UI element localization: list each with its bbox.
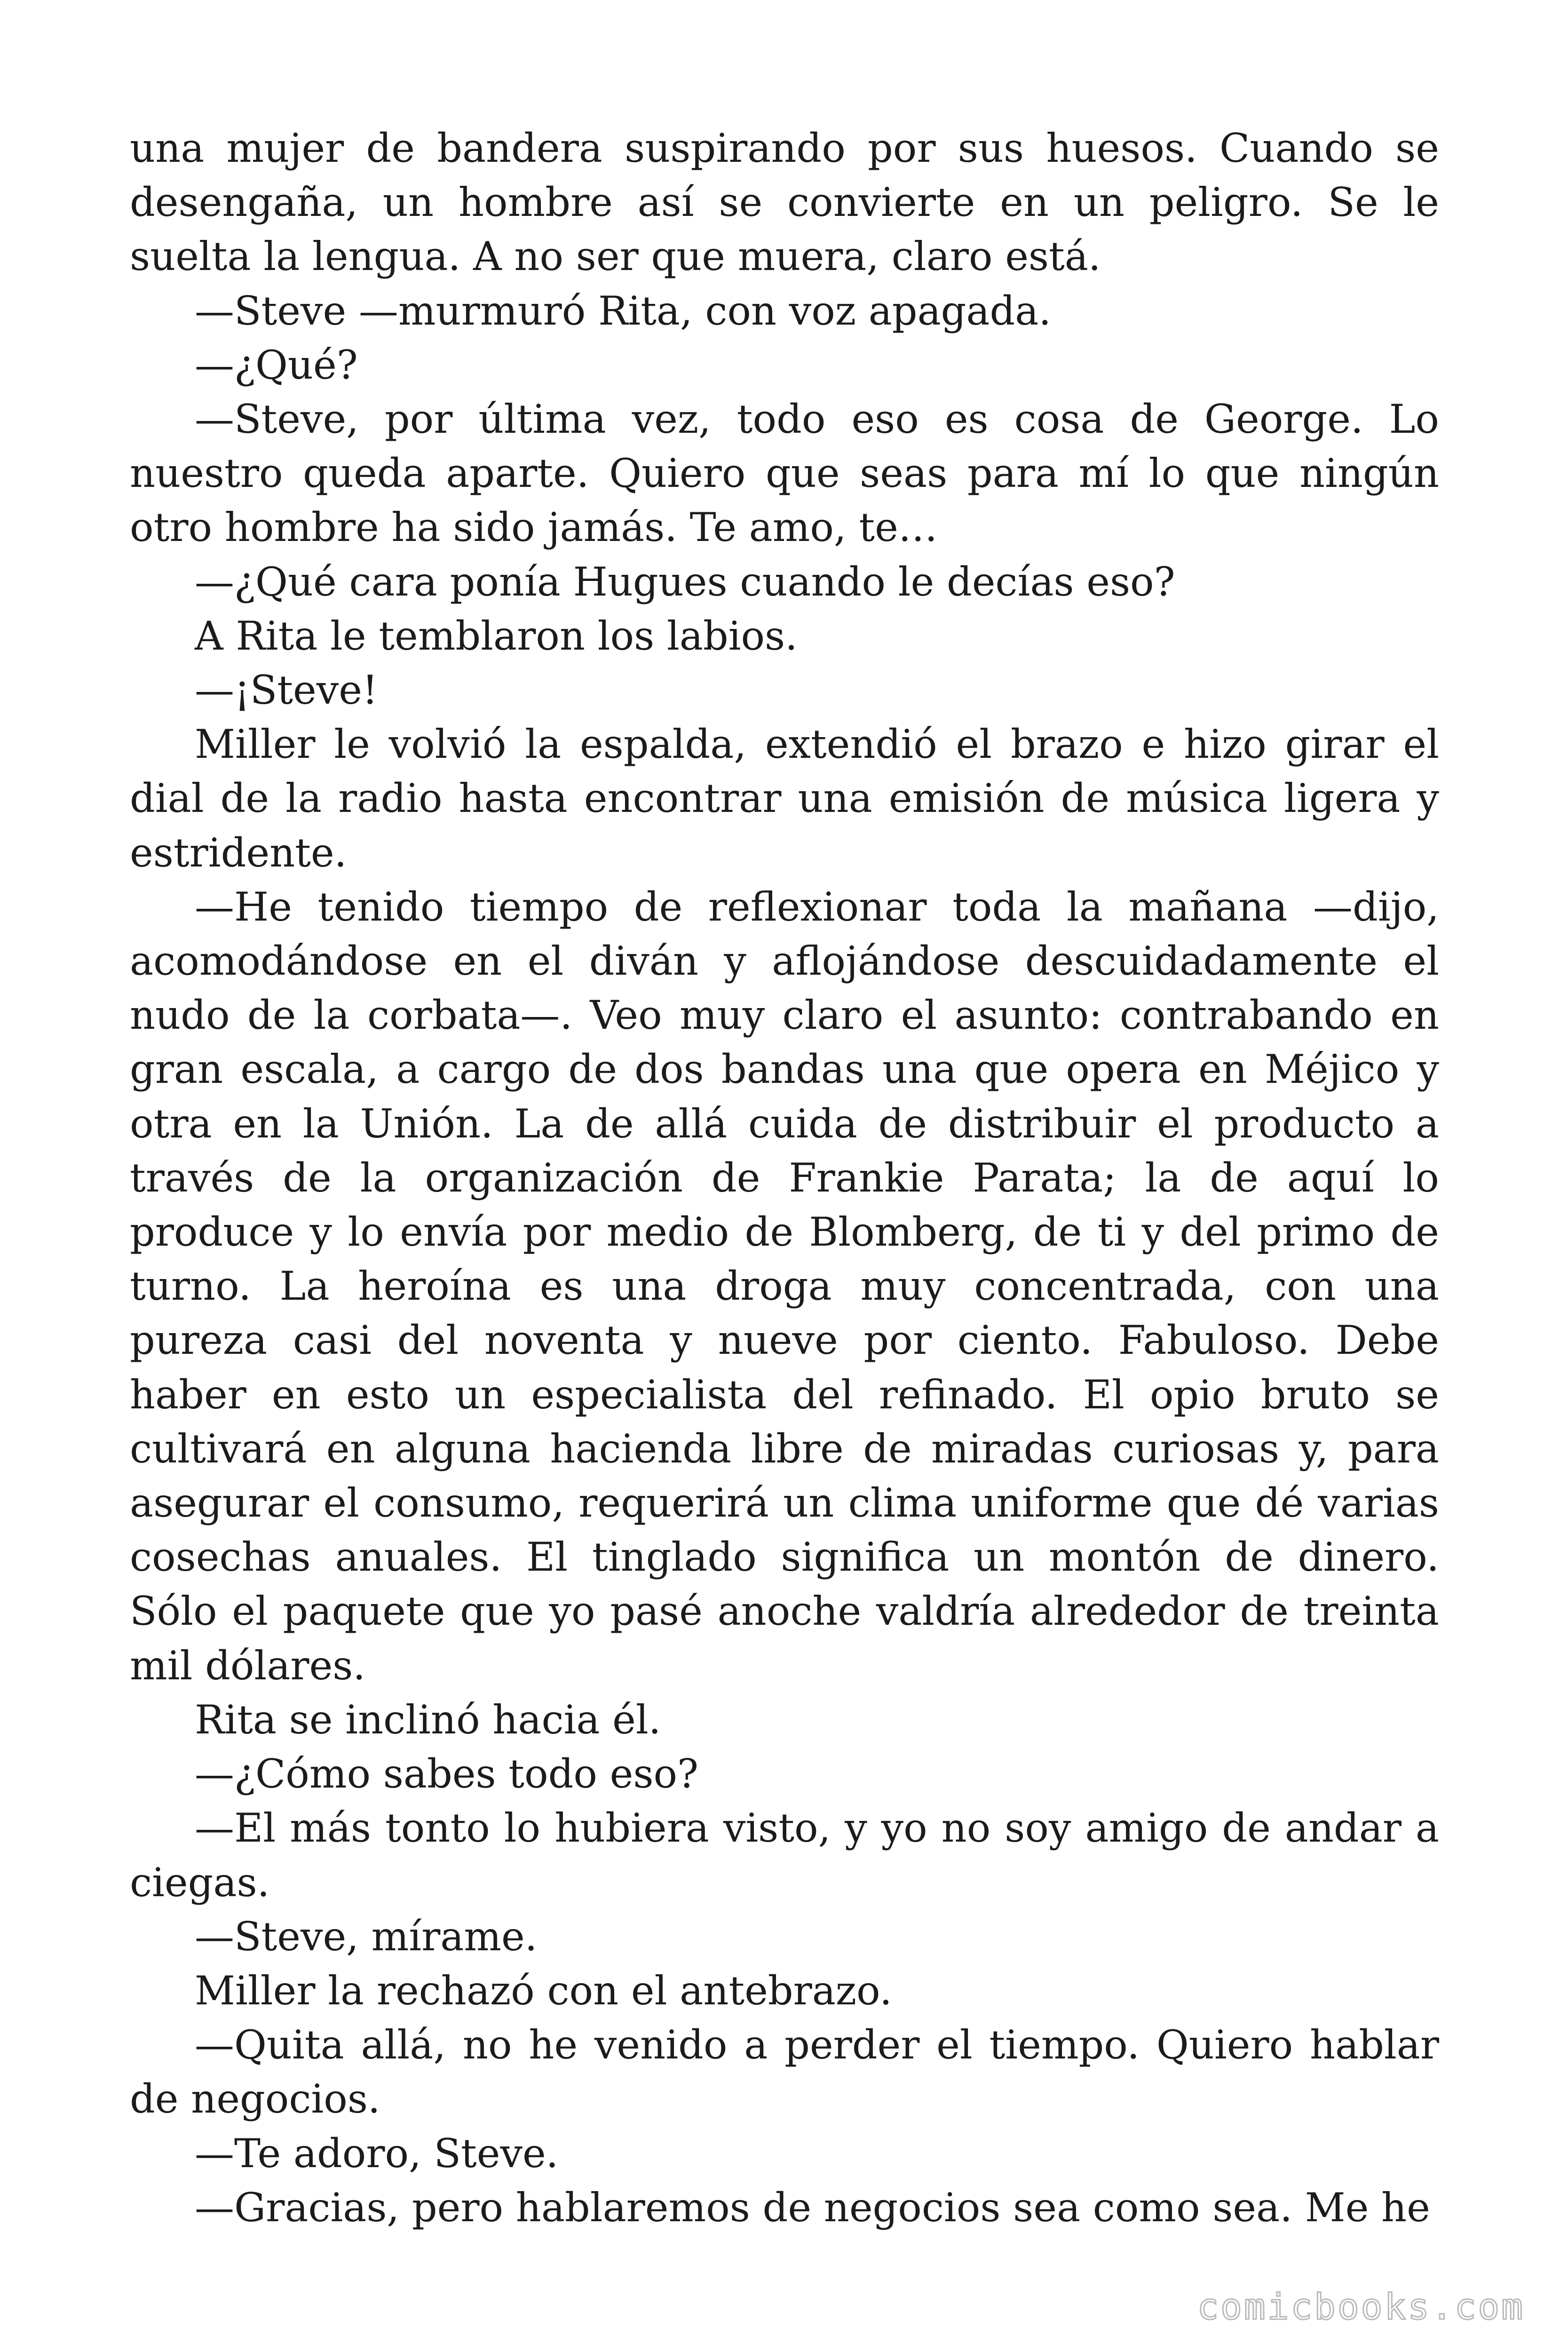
paragraph: —Quita allá, no he venido a perder el tiempo. Quiero hablar de negocios. bbox=[130, 2022, 1439, 2122]
paragraph: —Steve —murmuró Rita, con voz apagada. bbox=[195, 287, 1052, 334]
paragraph: una mujer de bandera suspirando por sus huesos. Cuando se desengaña, un hombre así se convierte en un peligro. Se le suelta la lengua. A no ser que muera, claro está. bbox=[130, 125, 1439, 280]
paragraph: —¿Qué cara ponía Hugues cuando le decías eso? bbox=[195, 558, 1175, 605]
paragraph: Miller la rechazó con el antebrazo. bbox=[195, 1967, 892, 2014]
paragraph: Miller le volvió la espalda, extendió el brazo e hizo girar el dial de la radio hasta encontrar una emisión de música ligera y estridente. bbox=[130, 721, 1439, 876]
paragraph: —¿Qué? bbox=[195, 342, 358, 388]
paragraph: —¿Cómo sabes todo eso? bbox=[195, 1751, 699, 1797]
paragraph-last-line: —Gracias, pero hablaremos de negocios sea como sea. Me he bbox=[195, 2184, 1430, 2231]
paragraph: —Te adoro, Steve. bbox=[195, 2130, 559, 2177]
body-text bbox=[130, 121, 1439, 2235]
paragraph: —¡Steve! bbox=[195, 667, 378, 714]
paragraph: Rita se inclinó hacia él. bbox=[195, 1696, 661, 1743]
paragraph: —Steve, por última vez, todo eso es cosa de George. Lo nuestro queda aparte. Quiero que seas para mí lo que ningún otro hombre ha sido jamás. Te amo, te… bbox=[130, 396, 1439, 551]
paragraph: —He tenido tiempo de reflexionar toda la mañana —dijo, acomodándose en el diván y aflojándose descuidadamente el nudo de la corbata—. Veo muy claro el asunto: contrabando en gran escala, a cargo de dos bandas una que opera en Méjico y otra en la Unión. La de allá cuida de distribuir el producto a través de la organización de Frankie Parata; la de aquí lo produce y lo envía por medio de Blomberg, de ti y del primo de turno. La heroína es una droga muy concentrada, con una pureza casi del noventa y nueve por ciento. Fabuloso. Debe haber en esto un especialista del refinado. El opio bruto se cultivará en alguna hacienda libre de miradas curiosas y, para asegurar el consumo, requerirá un clima uniforme que dé varias cosechas anuales. El tinglado significa un montón de dinero. Sólo el paquete que yo pasé anoche valdría alrededor de treinta mil dólares. bbox=[130, 883, 1439, 1689]
paragraph: —Steve, mírame. bbox=[195, 1913, 538, 1960]
watermark: comicbooks.com bbox=[1197, 2286, 1525, 2328]
paragraph: —El más tonto lo hubiera visto, y yo no soy amigo de andar a ciegas. bbox=[130, 1805, 1439, 1906]
paragraph: A Rita le temblaron los labios. bbox=[195, 612, 798, 659]
